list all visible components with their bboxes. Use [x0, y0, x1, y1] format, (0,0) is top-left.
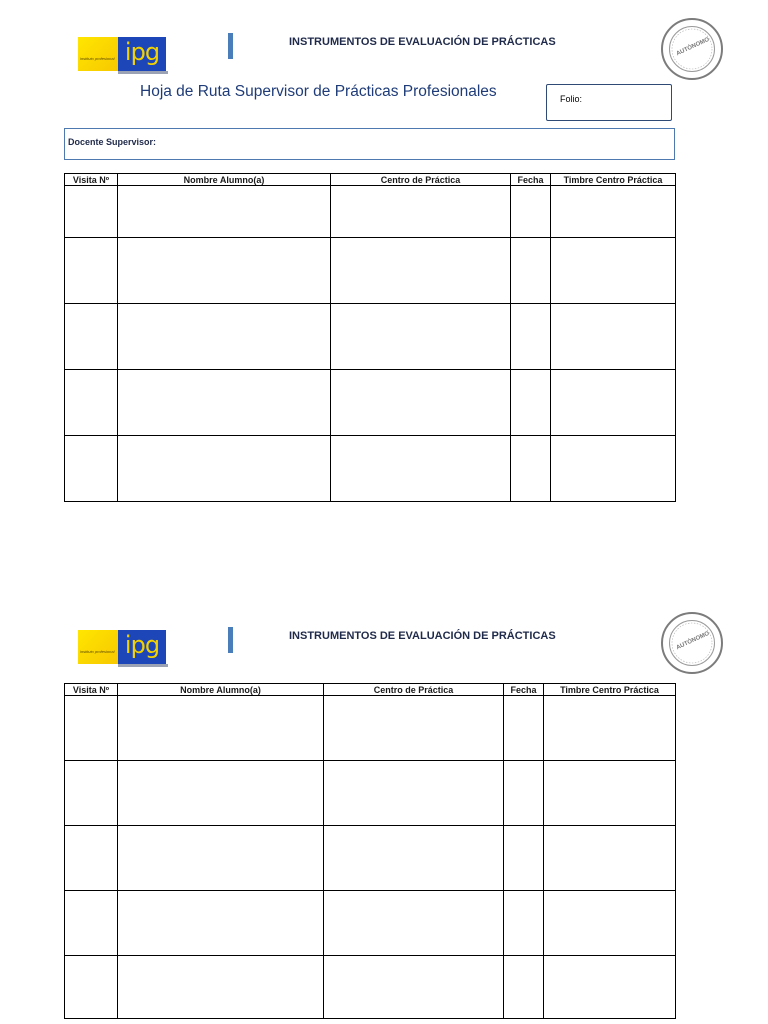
timbre-cell[interactable]: [551, 436, 676, 502]
visits-table-page2: [64, 683, 676, 1019]
col-visita: Visita Nº: [65, 174, 118, 186]
table-header-row: [65, 174, 676, 186]
docente-supervisor-field[interactable]: [64, 128, 675, 160]
nombre-cell[interactable]: [118, 696, 324, 761]
seal-stamp: AUTÓNOMO: [661, 612, 723, 674]
timbre-cell[interactable]: [551, 186, 676, 238]
visita-cell[interactable]: [65, 761, 118, 826]
timbre-cell[interactable]: [551, 238, 676, 304]
centro-cell[interactable]: [324, 696, 504, 761]
fecha-cell[interactable]: [511, 436, 551, 502]
nombre-cell[interactable]: [118, 891, 324, 956]
table-row: [65, 696, 676, 761]
fecha-cell[interactable]: [511, 370, 551, 436]
fecha-cell[interactable]: [504, 956, 544, 1019]
visita-cell[interactable]: [65, 696, 118, 761]
ipg-logo: [78, 630, 168, 666]
centro-cell[interactable]: [331, 186, 511, 238]
table-row: [65, 370, 676, 436]
header-accent-bar: [228, 33, 233, 59]
table-row: [65, 826, 676, 891]
table-row: [65, 304, 676, 370]
ipg-logo: [78, 37, 168, 73]
timbre-cell[interactable]: [544, 956, 676, 1019]
nombre-cell[interactable]: [118, 186, 331, 238]
nombre-cell[interactable]: [118, 370, 331, 436]
docente-supervisor-label: Docente Supervisor:: [68, 137, 157, 147]
table-row: [65, 891, 676, 956]
fecha-cell[interactable]: [511, 238, 551, 304]
fecha-cell[interactable]: [511, 304, 551, 370]
col-timbre: Timbre Centro Práctica: [551, 174, 676, 186]
seal-stamp: AUTÓNOMO: [661, 18, 723, 80]
centro-cell[interactable]: [331, 370, 511, 436]
centro-cell[interactable]: [331, 436, 511, 502]
folio-label: Folio:: [560, 94, 583, 104]
timbre-cell[interactable]: [544, 891, 676, 956]
nombre-cell[interactable]: [118, 304, 331, 370]
page-subtitle: Hoja de Ruta Supervisor de Prácticas Profesionales: [140, 83, 497, 100]
table-row: [65, 436, 676, 502]
table-row: [65, 186, 676, 238]
visita-cell[interactable]: [65, 826, 118, 891]
table-row: [65, 761, 676, 826]
fecha-cell[interactable]: [504, 696, 544, 761]
visita-cell[interactable]: [65, 238, 118, 304]
folio-field[interactable]: [546, 84, 672, 121]
logo-text: ipg: [118, 37, 166, 71]
centro-cell[interactable]: [331, 304, 511, 370]
logo-small-text: instituto profesional: [80, 56, 115, 61]
timbre-cell[interactable]: [544, 826, 676, 891]
nombre-cell[interactable]: [118, 436, 331, 502]
centro-cell[interactable]: [324, 891, 504, 956]
table-row: [65, 956, 676, 1019]
table-row: [65, 238, 676, 304]
fecha-cell[interactable]: [504, 891, 544, 956]
fecha-cell[interactable]: [511, 186, 551, 238]
nombre-cell[interactable]: [118, 761, 324, 826]
col-centro-practica: Centro de Práctica: [324, 684, 504, 696]
timbre-cell[interactable]: [544, 761, 676, 826]
col-centro-practica: Centro de Práctica: [331, 174, 511, 186]
col-nombre-alumno: Nombre Alumno(a): [118, 174, 331, 186]
centro-cell[interactable]: [324, 956, 504, 1019]
centro-cell[interactable]: [331, 238, 511, 304]
visits-table-page1: [64, 173, 676, 502]
col-fecha: Fecha: [511, 174, 551, 186]
logo-text: ipg: [118, 630, 166, 664]
document-title: INSTRUMENTOS DE EVALUACIÓN DE PRÁCTICAS: [289, 630, 556, 642]
nombre-cell[interactable]: [118, 956, 324, 1019]
nombre-cell[interactable]: [118, 826, 324, 891]
header-accent-bar: [228, 627, 233, 653]
visita-cell[interactable]: [65, 956, 118, 1019]
timbre-cell[interactable]: [544, 696, 676, 761]
visita-cell[interactable]: [65, 891, 118, 956]
visita-cell[interactable]: [65, 436, 118, 502]
fecha-cell[interactable]: [504, 826, 544, 891]
fecha-cell[interactable]: [504, 761, 544, 826]
col-nombre-alumno: Nombre Alumno(a): [118, 684, 324, 696]
timbre-cell[interactable]: [551, 304, 676, 370]
logo-small-text: instituto profesional: [80, 649, 115, 654]
centro-cell[interactable]: [324, 761, 504, 826]
timbre-cell[interactable]: [551, 370, 676, 436]
nombre-cell[interactable]: [118, 238, 331, 304]
col-fecha: Fecha: [504, 684, 544, 696]
col-visita: Visita Nº: [65, 684, 118, 696]
table-header-row: [65, 684, 676, 696]
visita-cell[interactable]: [65, 370, 118, 436]
document-title: INSTRUMENTOS DE EVALUACIÓN DE PRÁCTICAS: [289, 36, 556, 48]
visita-cell[interactable]: [65, 304, 118, 370]
col-timbre: Timbre Centro Práctica: [544, 684, 676, 696]
centro-cell[interactable]: [324, 826, 504, 891]
visita-cell[interactable]: [65, 186, 118, 238]
